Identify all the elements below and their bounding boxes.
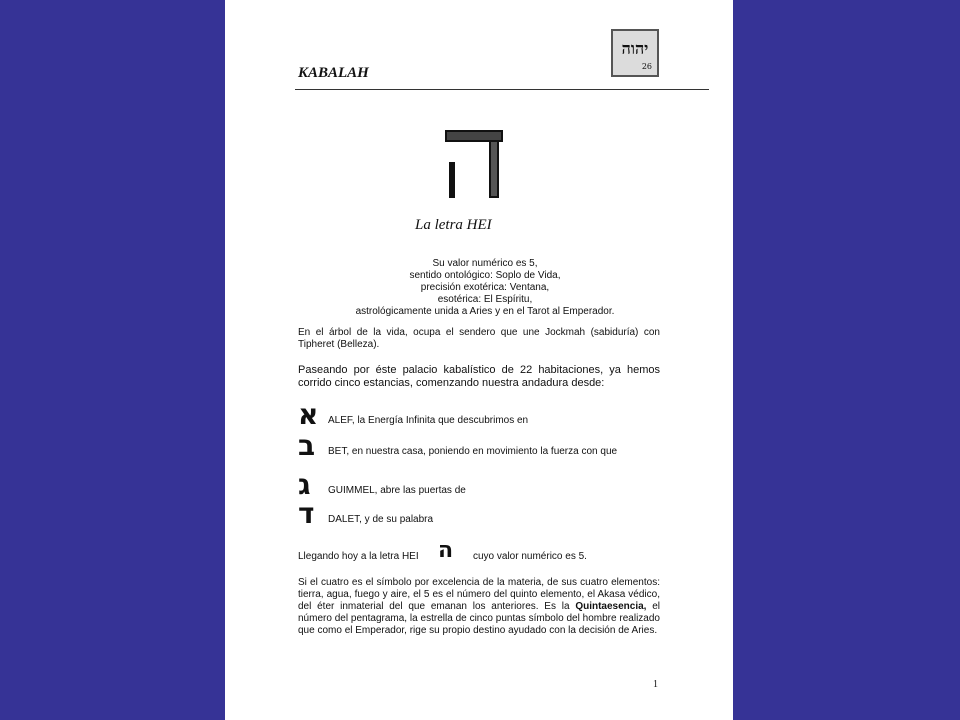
summary-line: sentido ontológico: Soplo de Vida, — [409, 270, 561, 281]
letter-row-dalet — [298, 497, 678, 530]
letter-row-guimmel — [298, 468, 678, 501]
letter-caption: La letra HEI — [415, 217, 492, 233]
alef-letter-icon: א — [298, 398, 319, 431]
letter-row-text: GUIMMEL, abre las puertas de — [328, 485, 466, 496]
logo-number: 26 — [641, 62, 652, 71]
paragraph-quintessence — [298, 577, 660, 637]
guimmel-letter-icon: ג — [298, 468, 311, 501]
hei-letter-icon — [445, 130, 503, 200]
hei-small-letter-icon: ה — [438, 538, 454, 563]
summary-line: Su valor numérico es 5, — [432, 258, 538, 269]
letter-row-alef — [298, 398, 678, 431]
summary-line: astrológicamente unida a Aries y en el Tarot al Emperador. — [355, 306, 615, 317]
paragraph-palace: Paseando por éste palacio kabalístico de 22 habitaciones, ya hemos corrido cinco estancias, comenzando nuestra andadura desde: — [298, 364, 660, 389]
summary-line: esotérica: El Espíritu, — [437, 294, 533, 305]
summary-line: precisión exotérica: Ventana, — [420, 282, 550, 293]
header-title: KABALAH — [298, 65, 369, 81]
quintessence-bold: Quintaesencia, — [575, 601, 647, 612]
dalet-letter-icon: ד — [298, 497, 315, 530]
quintessence-text-end: el número del pentagrama, la estrella de cinco puntas símbolo del hombre realizado que como el Emperador, rige su propio destino ayudado con la decisión de Aries. — [298, 601, 661, 636]
logo-hebrew-text: יהוה — [621, 39, 649, 58]
header-divider — [295, 89, 709, 90]
bet-letter-icon: ב — [298, 429, 316, 462]
paragraph-tree-of-life: En el árbol de la vida, ocupa el sendero que une Jockmah (sabiduría) con Tipheret (Belleza). — [298, 327, 660, 350]
llegando-rest-text: cuyo valor numérico es 5. — [473, 551, 587, 562]
letter-row-text: BET, en nuestra casa, poniendo en movimiento la fuerza con que — [328, 446, 618, 457]
tetragrammaton-logo — [611, 29, 659, 77]
document-page — [225, 0, 733, 720]
page-number: 1 — [653, 679, 658, 690]
quintessence-text-start: Si el cuatro es el símbolo por excelencia de la materia, de sus cuatro elementos: tierra, agua, fuego y aire, el 5 es el número del quinto elemento, el Akasa védico, del éter inmaterial del que emanan los anteriores. Es la — [298, 577, 660, 612]
letter-row-text: DALET, y de su palabra — [328, 514, 434, 525]
llegando-text: Llegando hoy a la letra HEI — [298, 551, 419, 562]
letter-row-text: ALEF, la Energía Infinita que descubrimos en — [328, 415, 529, 426]
letter-row-bet — [298, 429, 678, 462]
